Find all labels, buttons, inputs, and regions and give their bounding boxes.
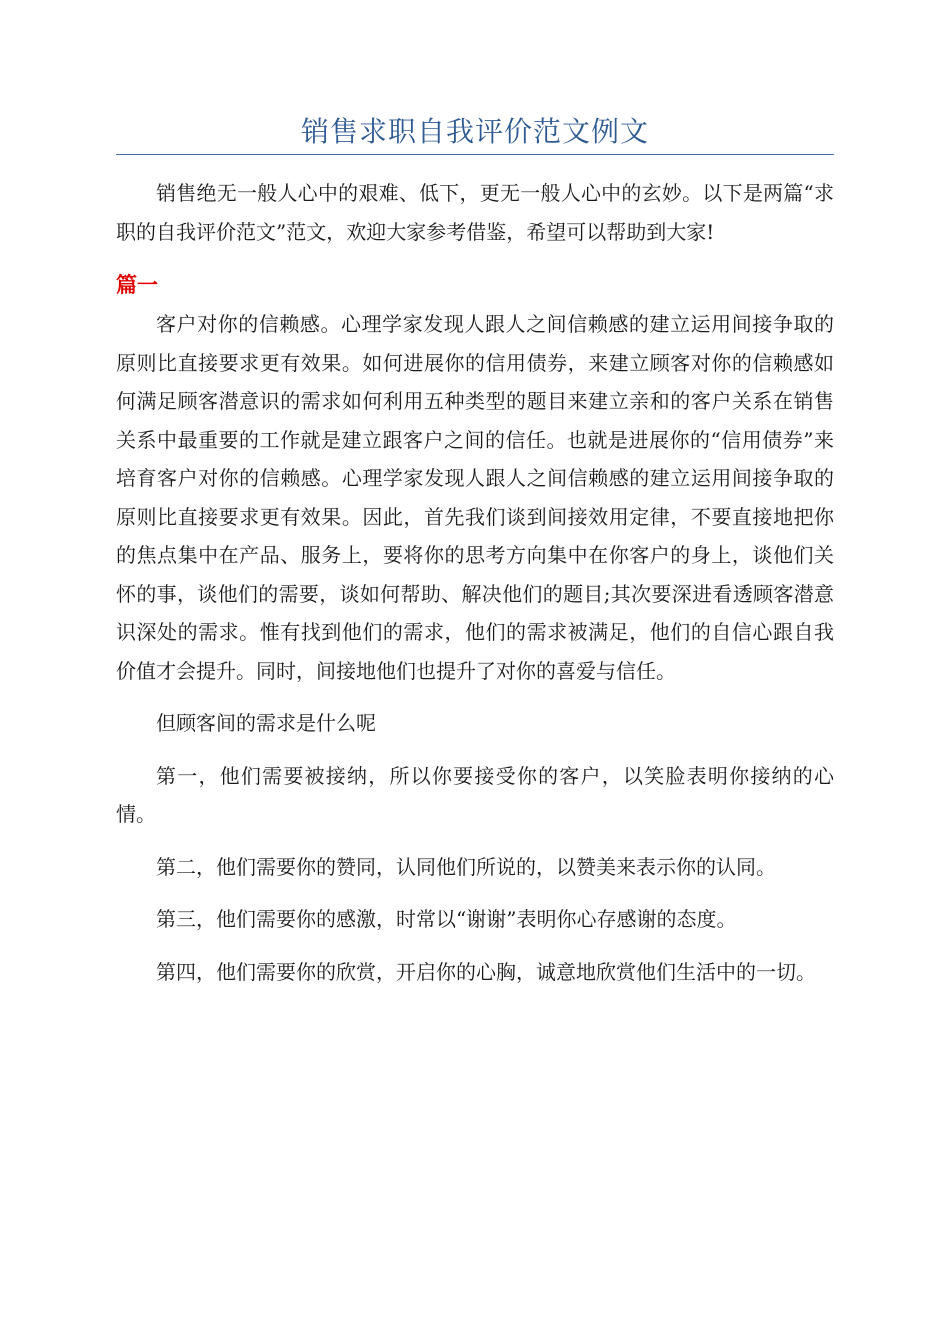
title-underline (116, 154, 834, 155)
document-body (116, 174, 834, 1005)
paragraph-first: 第一，他们需要被接纳，所以你要接受你的客户，以笑脸表明你接纳的心情。 (116, 763, 834, 826)
paragraph-fourth: 第四，他们需要你的欣赏，开启你的心胸，诚意地欣赏他们生活中的一切。 (156, 959, 816, 984)
paragraph-second: 第二，他们需要你的赞同，认同他们所说的，以赞美来表示你的认同。 (156, 854, 776, 879)
document-title: 销售求职自我评价范文例文 (300, 115, 649, 148)
section-heading: 篇一 (116, 273, 158, 297)
intro-paragraph: 销售绝无一般人心中的艰难、低下，更无一般人心中的玄妙。以下是两篇“求职的自我评价范文”范文，欢迎大家参考借鉴，希望可以帮助到大家! (116, 181, 834, 244)
paragraph-third: 第三，他们需要你的感激，时常以“谢谢”表明你心存感谢的态度。 (156, 907, 737, 931)
paragraph-question: 但顾客间的需求是什么呢 (156, 711, 376, 735)
paragraph-trust: 客户对你的信赖感。心理学家发现人跟人之间信赖感的建立运用间接争取的原则比直接要求更有效果。如何进展你的信用债券，来建立顾客对你的信赖感如何满足顾客潜意识的需求如何利用五种类型的题目来建立亲和的客户关系在销售关系中最重要的工作就是建立跟客户之间的信任。也就是进展你的“信用债券”来培育客户对你的信赖感。心理学家发现人跟人之间信赖感的建立运用间接争取的原则比直接要求更有效果。因此，首先我们谈到间接效用定律，不要直接地把你的焦点集中在产品、服务上，要将你的思考方向集中在你客户的身上，谈他们关怀的事，谈他们的需要，谈如何帮助、解决他们的题目;其次要深进看透顾客潜意识深处的需求。惟有找到他们的需求，他们的需求被满足，他们的自信心跟自我价值才会提升。同时，间接地他们也提升了对你的喜爱与信任。 (116, 312, 834, 683)
